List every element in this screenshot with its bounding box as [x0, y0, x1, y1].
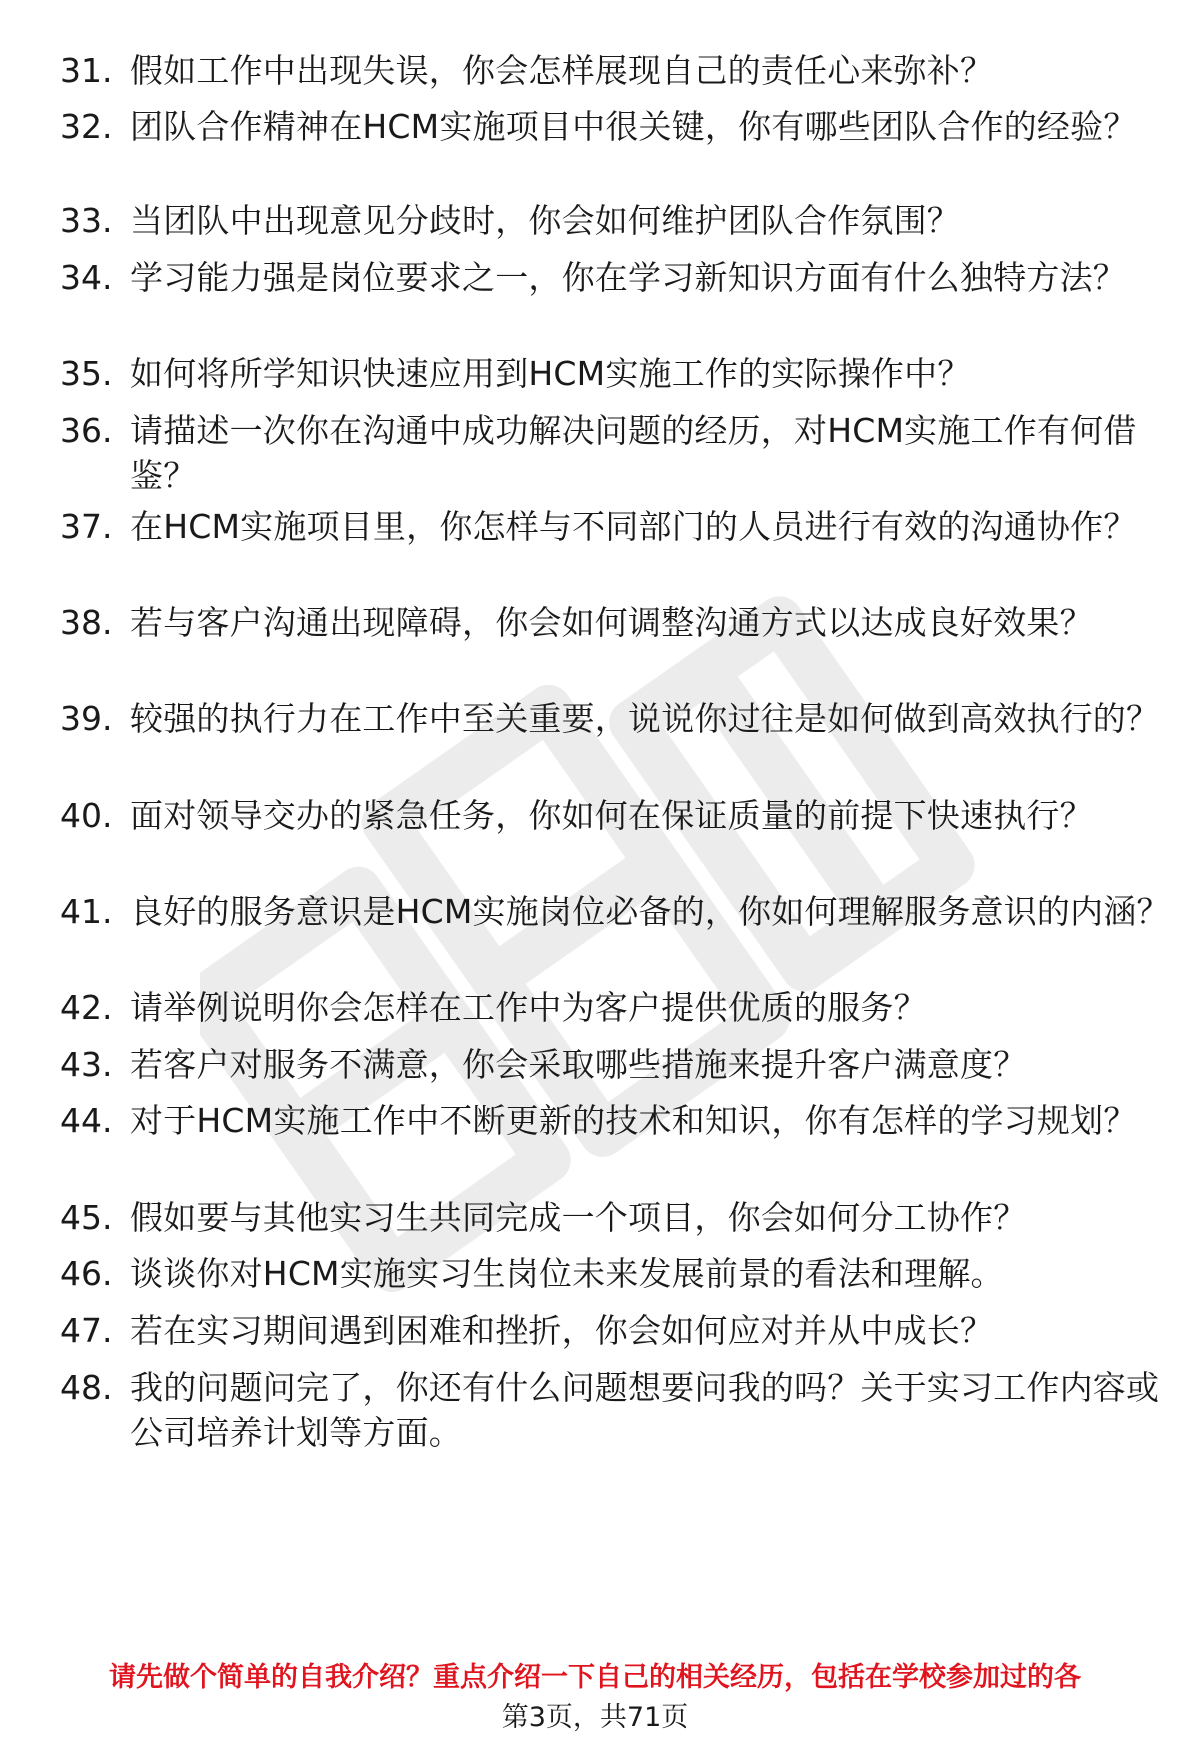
question-number: 35. [60, 354, 113, 393]
question-text: 在HCM实施项目里，你怎样与不同部门的人员进行有效的沟通协作？ [130, 507, 1137, 546]
question-text: 若客户对服务不满意，你会采取哪些措施来提升客户满意度？ [130, 1045, 1027, 1084]
question-number: 47. [60, 1311, 113, 1350]
question-text: 若在实习期间遇到困难和挫折，你会如何应对并从中成长？ [130, 1311, 994, 1350]
question-number: 40. [60, 796, 113, 835]
question-number: 45. [60, 1198, 113, 1237]
question-text: 请描述一次你在沟通中成功解决问题的经历，对HCM实施工作有何借鉴？ [130, 411, 1137, 495]
question-item [60, 1042, 1170, 1087]
question-number: 34. [60, 258, 113, 297]
question-number: 36. [60, 411, 113, 450]
question-item [60, 1251, 1170, 1296]
question-text: 团队合作精神在HCM实施项目中很关键，你有哪些团队合作的经验？ [130, 107, 1137, 146]
question-item [60, 600, 1170, 645]
question-item [60, 696, 1170, 741]
question-item [60, 255, 1170, 300]
question-text: 当团队中出现意见分歧时，你会如何维护团队合作氛围？ [130, 201, 960, 240]
question-text: 面对领导交办的紧急任务，你如何在保证质量的前提下快速执行？ [130, 796, 1093, 835]
question-text: 学习能力强是岗位要求之一，你在学习新知识方面有什么独特方法？ [130, 258, 1126, 297]
question-item [60, 351, 1170, 396]
question-item [60, 198, 1170, 243]
question-item [60, 104, 1170, 149]
question-number: 32. [60, 107, 113, 146]
question-text: 请举例说明你会怎样在工作中为客户提供优质的服务？ [130, 988, 927, 1027]
question-text: 假如要与其他实习生共同完成一个项目，你会如何分工协作？ [130, 1198, 1027, 1237]
question-text: 我的问题问完了，你还有什么问题想要问我的吗？关于实习工作内容或公司培养计划等方面。 [130, 1368, 1160, 1452]
question-text: 若与客户沟通出现障碍，你会如何调整沟通方式以达成良好效果？ [130, 603, 1093, 642]
question-number: 42. [60, 988, 113, 1027]
page-number: 第3页，共71页 [501, 1702, 689, 1733]
question-text: 谈谈你对HCM实施实习生岗位未来发展前景的看法和理解。 [130, 1254, 1004, 1293]
question-text: 对于HCM实施工作中不断更新的技术和知识，你有怎样的学习规划？ [130, 1101, 1137, 1140]
question-number: 37. [60, 507, 113, 546]
question-text: 如何将所学知识快速应用到HCM实施工作的实际操作中？ [130, 354, 971, 393]
question-number: 31. [60, 51, 113, 90]
question-text: 较强的执行力在工作中至关重要，说说你过往是如何做到高效执行的？ [130, 699, 1160, 738]
question-item [60, 889, 1170, 934]
question-item [60, 408, 1170, 498]
question-number: 38. [60, 603, 113, 642]
question-item [60, 1098, 1170, 1143]
question-item [60, 504, 1170, 549]
question-item [60, 793, 1170, 838]
question-number: 46. [60, 1254, 113, 1293]
question-item [60, 1365, 1170, 1455]
question-item [60, 985, 1170, 1030]
question-item [60, 48, 1170, 93]
question-text: 良好的服务意识是HCM实施岗位必备的，你如何理解服务意识的内涵？ [130, 892, 1170, 931]
question-text: 假如工作中出现失误，你会怎样展现自己的责任心来弥补？ [130, 51, 994, 90]
question-number: 41. [60, 892, 113, 931]
question-number: 39. [60, 699, 113, 738]
question-number: 44. [60, 1101, 113, 1140]
question-number: 33. [60, 201, 113, 240]
question-number: 43. [60, 1045, 113, 1084]
promo-text: 请先做个简单的自我介绍？重点介绍一下自己的相关经历，包括在学校参加过的各 [109, 1662, 1081, 1693]
question-item [60, 1195, 1170, 1240]
question-number: 48. [60, 1368, 113, 1407]
question-item [60, 1308, 1170, 1353]
